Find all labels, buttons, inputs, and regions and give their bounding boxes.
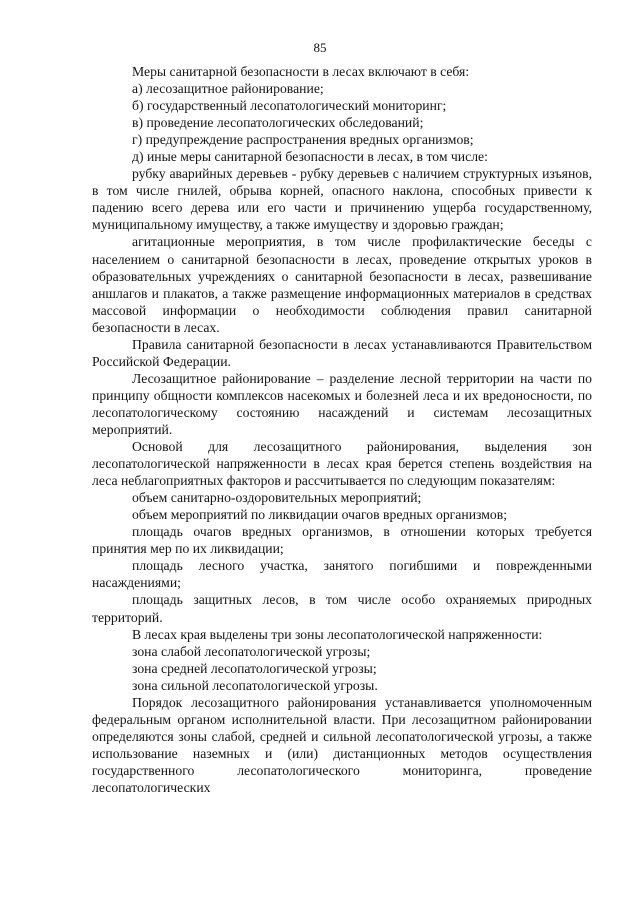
list-item: объем мероприятий по ликвидации очагов вредных организмов; [132,507,508,523]
list-item: площадь защитных лесов, в том числе особо охраняемых природных территорий. [92,592,592,625]
paragraph: агитационные мероприятия, в том числе профилактические беседы с населением о санитарной безопасности в лесах, проведение открытых уроков в образовательных учреждениях о санитарной безопасности в лесах, развешивание аншлагов и плакатов, а также размещение информационных материалов в средствах массовой информации о необходимости соблюдения правил санитарной безопасности в лесах. [92,234,592,335]
list-item: площадь лесного участка, занятого погибшими и поврежденными насаждениями; [92,558,592,591]
paragraph: Лесозащитное районирование – разделение лесной территории на части по принципу общности комплексов насекомых и болезней леса и их вредоносности, по лесопатологическому состоянию насаждений и системам лесозащитных мероприятий. [92,370,592,437]
list-item: в) проведение лесопатологических обследований; [132,115,424,131]
list-item: объем санитарно-оздоровительных мероприятий; [132,490,422,506]
list-item: б) государственный лесопатологический мониторинг; [132,98,447,114]
list-item: зона слабой лесопатологической угрозы; [132,643,371,659]
list-item: г) предупреждение распространения вредных организмов; [132,132,474,148]
paragraph: Правила санитарной безопасности в лесах устанавливаются Правительством Российской Федерации. [92,336,592,369]
page-number: 85 [313,40,327,55]
list-item: зона средней лесопатологической угрозы; [132,660,377,676]
paragraph: Основой для лесозащитного районирования, выделения зон лесопатологической напряженности в лесах края берется степень воздействия на леса неблагоприятных факторов и рассчитывается по следующим показателям: [92,439,592,489]
list-item: а) лесозащитное районирование; [132,81,324,97]
list-item: площадь очагов вредных организмов, в отношении которых требуется принятия мер по их ликвидации; [92,524,592,557]
list-item: зона сильной лесопатологической угрозы. [132,677,378,693]
paragraph: рубку аварийных деревьев - рубку деревьев с наличием структурных изъянов, в том числе гнилей, обрыва корней, опасного наклона, способных привести к падению всего дерева или его части и причинению ущерба государственному, муниципальному имуществу, а также имуществу и здоровью граждан; [92,166,592,233]
document-body [92,63,592,796]
paragraph: Меры санитарной безопасности в лесах включают в себя: [132,64,470,79]
list-item: д) иные меры санитарной безопасности в лесах, в том числе: [132,149,488,165]
paragraph: Порядок лесозащитного районирования устанавливается уполномоченным федеральным органом исполнительной власти. При лесозащитном районировании определяются зоны слабой, средней и сильной лесопатологической угрозы, а также использование наземных и (или) дистанционных методов осуществления государственного лесопатологического мониторинга, проведение лесопатологических [92,694,592,795]
paragraph: В лесах края выделены три зоны лесопатологической напряженности: [132,626,543,642]
